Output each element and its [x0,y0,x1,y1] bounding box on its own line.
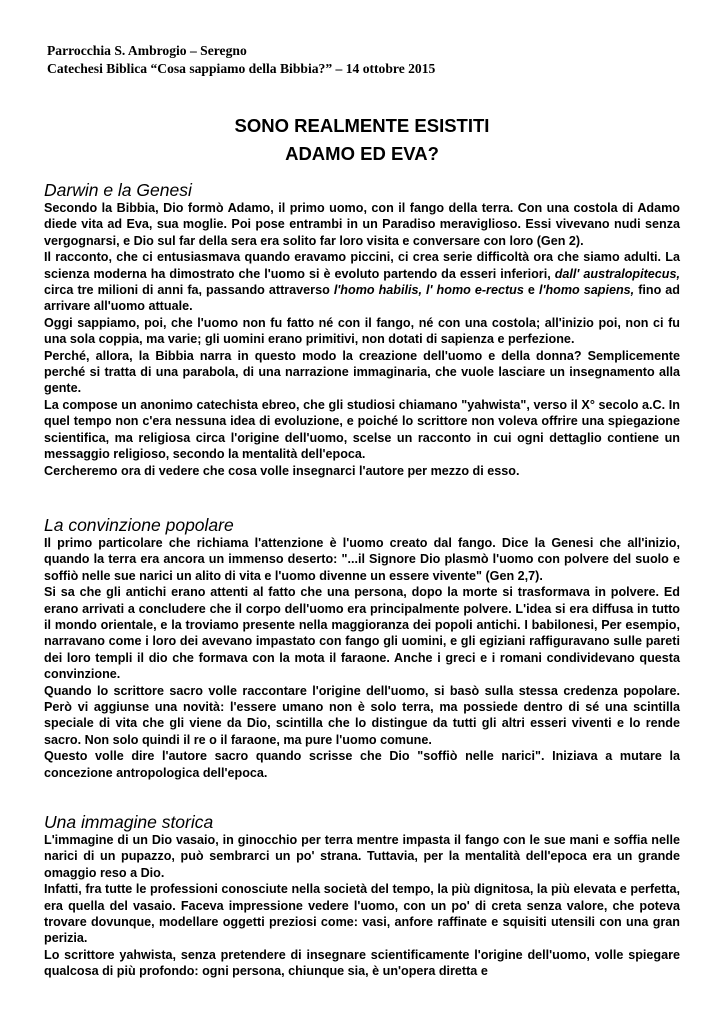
paragraph: Perché, allora, la Bibbia narra in questo modo la creazione dell'uomo e della donna? Semplicemente perché si tratta di una parabola, di una narrazione immaginaria, che vuole lasciare un insegnamento alla gente. [44,348,680,396]
section-immagine-storica [44,812,680,980]
paragraph: Cercheremo ora di vedere che cosa volle insegnarci l'autore per mezzo di esso. [44,463,520,478]
italic-term: l'homo habilis, l' homo e-rectus [333,283,524,298]
section-darwin-genesi [44,180,680,479]
section-heading: La convinzione popolare [44,515,234,535]
paragraph-text: circa tre milioni di anni fa, passando attraverso [44,283,330,298]
document-title-line-1: SONO REALMENTE ESISTITI [234,115,490,136]
document-header [47,42,687,78]
paragraph: La compose un anonimo catechista ebreo, che gli studiosi chiamano "yahwista", verso il X° secolo a.C. In quel tempo non c'era nessuna idea di evoluzione, e poiché lo scrittore non voleva offrire una spiegazione scientifica, ma religiosa circa l'origine dell'uomo, scelse un racconto in cui ogni dettaglio contiene un messaggio religioso, secondo la mentalità dell'epoca. [44,397,680,462]
paragraph: Infatti, fra tutte le professioni conosciute nella società del tempo, la più dignitosa, la più elevata e perfetta, era quella del vasaio. Faceva impressione vedere l'uomo, con un po' di creta senza valore, che poteva trovare dovunque, modellare oggetti preziosi come: vasi, anfore raffinate e squisiti utensili con una gran perizia. [44,882,680,946]
section-heading: Darwin e la Genesi [44,180,192,200]
section-convinzione-popolare [44,515,680,781]
paragraph [44,249,680,315]
parish-line: Parrocchia S. Ambrogio – Seregno [47,43,247,58]
paragraph-text: Il racconto, che ci entusiasmava quando eravamo piccini, ci crea serie difficoltà ora che siamo adulti. La scienza moderna ha dimostrato che l'uomo si è evoluto partendo da esseri inferiori, [44,250,680,281]
paragraph: Quando lo scrittore sacro volle raccontare l'origine dell'uomo, si basò sulla stessa credenza popolare. Però vi aggiunse una novità: l'essere umano non è solo terra, ma possiede dentro di sé una scintilla speciale di vita che gli viene da Dio, scintilla che lo distingue da tutti gli altri esseri viventi e lo rende sacro. Non solo quindi il re o il faraone, ma pure l'uomo comune. [44,683,680,747]
section-heading: Una immagine storica [44,812,214,832]
paragraph-text: fino ad arrivare all'uomo attuale. [44,283,680,314]
italic-term: l'homo sapiens, [538,283,635,298]
paragraph-text: e [527,283,535,298]
paragraph: L'immagine di un Dio vasaio, in ginocchio per terra mentre impasta il fango con le sue mani e soffia nelle narici di un pupazzo, può sembrarci un po' strana. Tuttavia, per la mentalità dell'epoca era un grande omaggio reso a Dio. [44,833,680,880]
paragraph: Il primo particolare che richiama l'attenzione è l'uomo creato dal fango. Dice la Genesi che all'inizio, quando la terra era ancora un immenso deserto: "...il Signore Dio plasmò l'uomo con polvere del suolo e soffiò nelle sue narici un alito di vita e l'uomo divenne un essere vivente" (Gen 2,7). [44,536,680,583]
paragraph: Si sa che gli antichi erano attenti al fatto che una persona, dopo la morte si trasformava in polvere. Ed erano arrivati a concludere che il corpo dell'uomo era principalmente polvere. L'idea si era diffusa in tutto il mondo orientale, e la troviamo presente nella maggioranza dei popoli antichi. I babilonesi, Per esempio, narravano come i loro dei avevano impastato con fango gli uomini, e gli egiziani raffiguravano sulle pareti dei loro templi il dio che formava con la mota il faraone. Anche i greci e i romani condividevano questa convinzione. [44,585,680,682]
paragraph: Oggi sappiamo, poi, che l'uomo non fu fatto né con il fango, né con una costola; all'inizio poi, non ci fu una sola coppia, ma varie; gli uomini erano primitivi, non dotati di sapienza e perfezione. [44,315,680,347]
document-title-line-2: ADAMO ED EVA? [285,143,439,164]
paragraph: Questo volle dire l'autore sacro quando scrisse che Dio "soffiò nelle narici". Iniziava a mutare la concezione antropologica dell'epoca. [44,749,680,780]
catechesis-line: Catechesi Biblica “Cosa sappiamo della Bibbia?” – 14 ottobre 2015 [47,61,436,76]
paragraph: Secondo la Bibbia, Dio formò Adamo, il primo uomo, con il fango della terra. Con una costola di Adamo diede vita ad Eva, sua moglie. Poi pose entrambi in un Paradiso meraviglioso. Essi vivevano nudi senza vergognarsi, e Dio sul far della sera era solito far loro visita e conversare con loro (Gen 2). [44,201,680,248]
italic-term: dall' australopitecus, [554,266,680,281]
paragraph: Lo scrittore yahwista, senza pretendere di insegnare scientificamente l'origine dell'uomo, volle spiegare qualcosa di più profondo: ogni persona, chiunque sia, è un'opera diretta e [44,947,680,979]
